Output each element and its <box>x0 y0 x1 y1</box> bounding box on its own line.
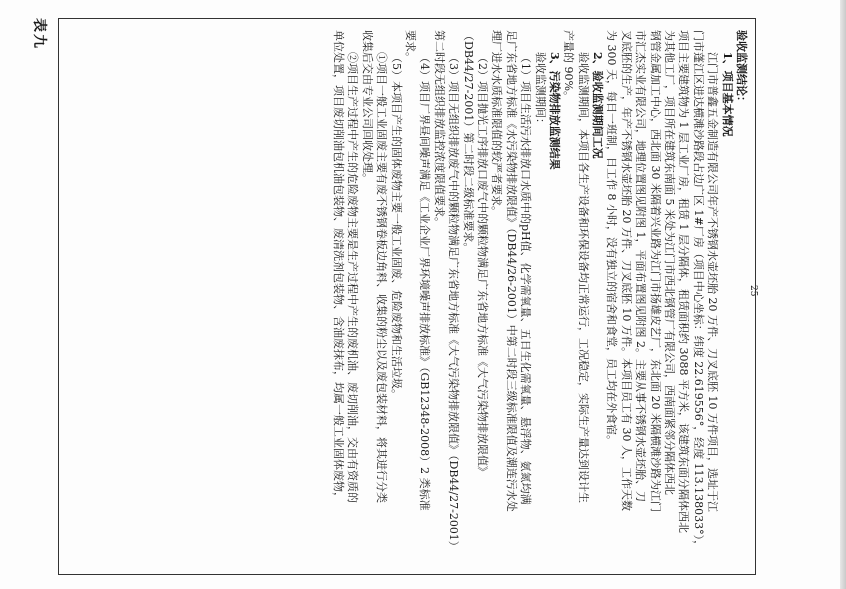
page-number: 25 <box>748 285 758 297</box>
text-line: 市汇杰实业有限公司，地理位置图见附图 1，平面布置图见附图 2。主要从事不锈钢水壶坯胎、刀 <box>634 30 648 502</box>
section-heading: 验收监测结论： <box>735 30 748 107</box>
text-line: （3）项目无组织排放废气中的颗粒物满足广东省地方标准《大气污染物排放限值》（DB44/27-2001） <box>447 52 461 552</box>
text-line: 为其他工厂，项目所在建筑东南面 5 米处为江门市西北钢管厂有限公司，西南面紧邻分隔体西北 <box>663 30 677 495</box>
text-line: 验收监测期间，本项目各生产设备和环保设备均正常运行，工况稳定，实际生产量达到设计生 <box>576 52 590 503</box>
text-line: （5）本项目产生的固体废物主要一般工业固废、危险废物和生活垃圾。 <box>389 52 403 400</box>
section-heading: 1、项目基本情况 <box>720 52 734 137</box>
text-line: （4）项目厂界昼间噪声满足《工业企业厂界环境噪声排放标准》（GB12348-2008）2 类标准 <box>418 52 432 511</box>
text-line: 项目主要建筑物为 1 层工业厂房，租赁 1 层分隔体，租赁面积约 3088 平方米，该建筑东面分隔体西北 <box>677 30 691 533</box>
text-line: 单位处置，项目废切削油包机油包装物、废清洗剂包装物、含油废抹布，均属一般工业固体废物， <box>332 30 346 503</box>
text-line: 第二时段无组织排放监控浓度限值要求。 <box>432 30 446 228</box>
text-line: 理厂进水水质标准限值的较严者要求。 <box>490 30 504 217</box>
text-line: （DB44/27-2001）第二时段二级标准要求。 <box>461 30 475 254</box>
text-line: 收集后交由专业公司回收处理。 <box>360 30 374 184</box>
section-heading: 2、验收监测期间工况 <box>591 52 605 159</box>
table-title: 表九 <box>31 18 47 50</box>
text-line: 验收监测期间： <box>533 52 547 129</box>
text-line: （2）项目抛光工序排放口废气中的颗粒物满足广东省地方标准《大气污染物排放限值》 <box>475 52 489 477</box>
text-line: 产量的 90%。 <box>562 30 576 102</box>
text-line: 要求。 <box>404 30 418 63</box>
text-line: 为 300 天，每日一班制，日工作 8 小时，没有独立的宿舍和食堂，员工均在外食宿。 <box>605 30 619 446</box>
text-line: 足广东省地方标准《水污染物排放限值》（DB44/26-2001）中第二时段三级标准限值及潮连污水处 <box>504 30 518 512</box>
text-line: 钢管金属加工中心，西北面 30 米隔着兴业路为江门市扬雄皮艺厂，东北面 20 米隔横滩沙路为江门 <box>648 30 662 512</box>
section-heading: 3、污染物排放监测结果 <box>547 52 561 170</box>
text-line: ②项目生产过程中产生的危险废物主要是生产过程中产生的废机油、废切削油，交由有资质的 <box>346 52 360 503</box>
text-line: （1）项目生活污水排放口水质中的pH值、化学需氧量、五日生化需氧量、悬浮物、氨氮均满 <box>519 52 533 505</box>
text-line: 门市蓬江区进达横滩沙路段占边广区 1#厂房（项目中心坐标：纬度 22.619556°，经度 113.138033°）， <box>691 30 705 552</box>
text-line: ①项目一般工业固废主要有废不锈钢卷板边角料、收集的粉尘以及废包装材料，将其进行分类 <box>375 52 389 503</box>
text-line: 江门市普鑫五金制造有限公司年产不锈钢水壶坯胎 20 万件、刀叉底胚 10 万件项目，选址于江 <box>706 52 720 512</box>
text-line: 叉底胚的生产，年产不锈钢水壶坯胎 20 万件、刀叉底胚 10 万件。本项目员工有 30 人，工作天数 <box>619 30 633 511</box>
conclusion-text <box>68 30 748 565</box>
